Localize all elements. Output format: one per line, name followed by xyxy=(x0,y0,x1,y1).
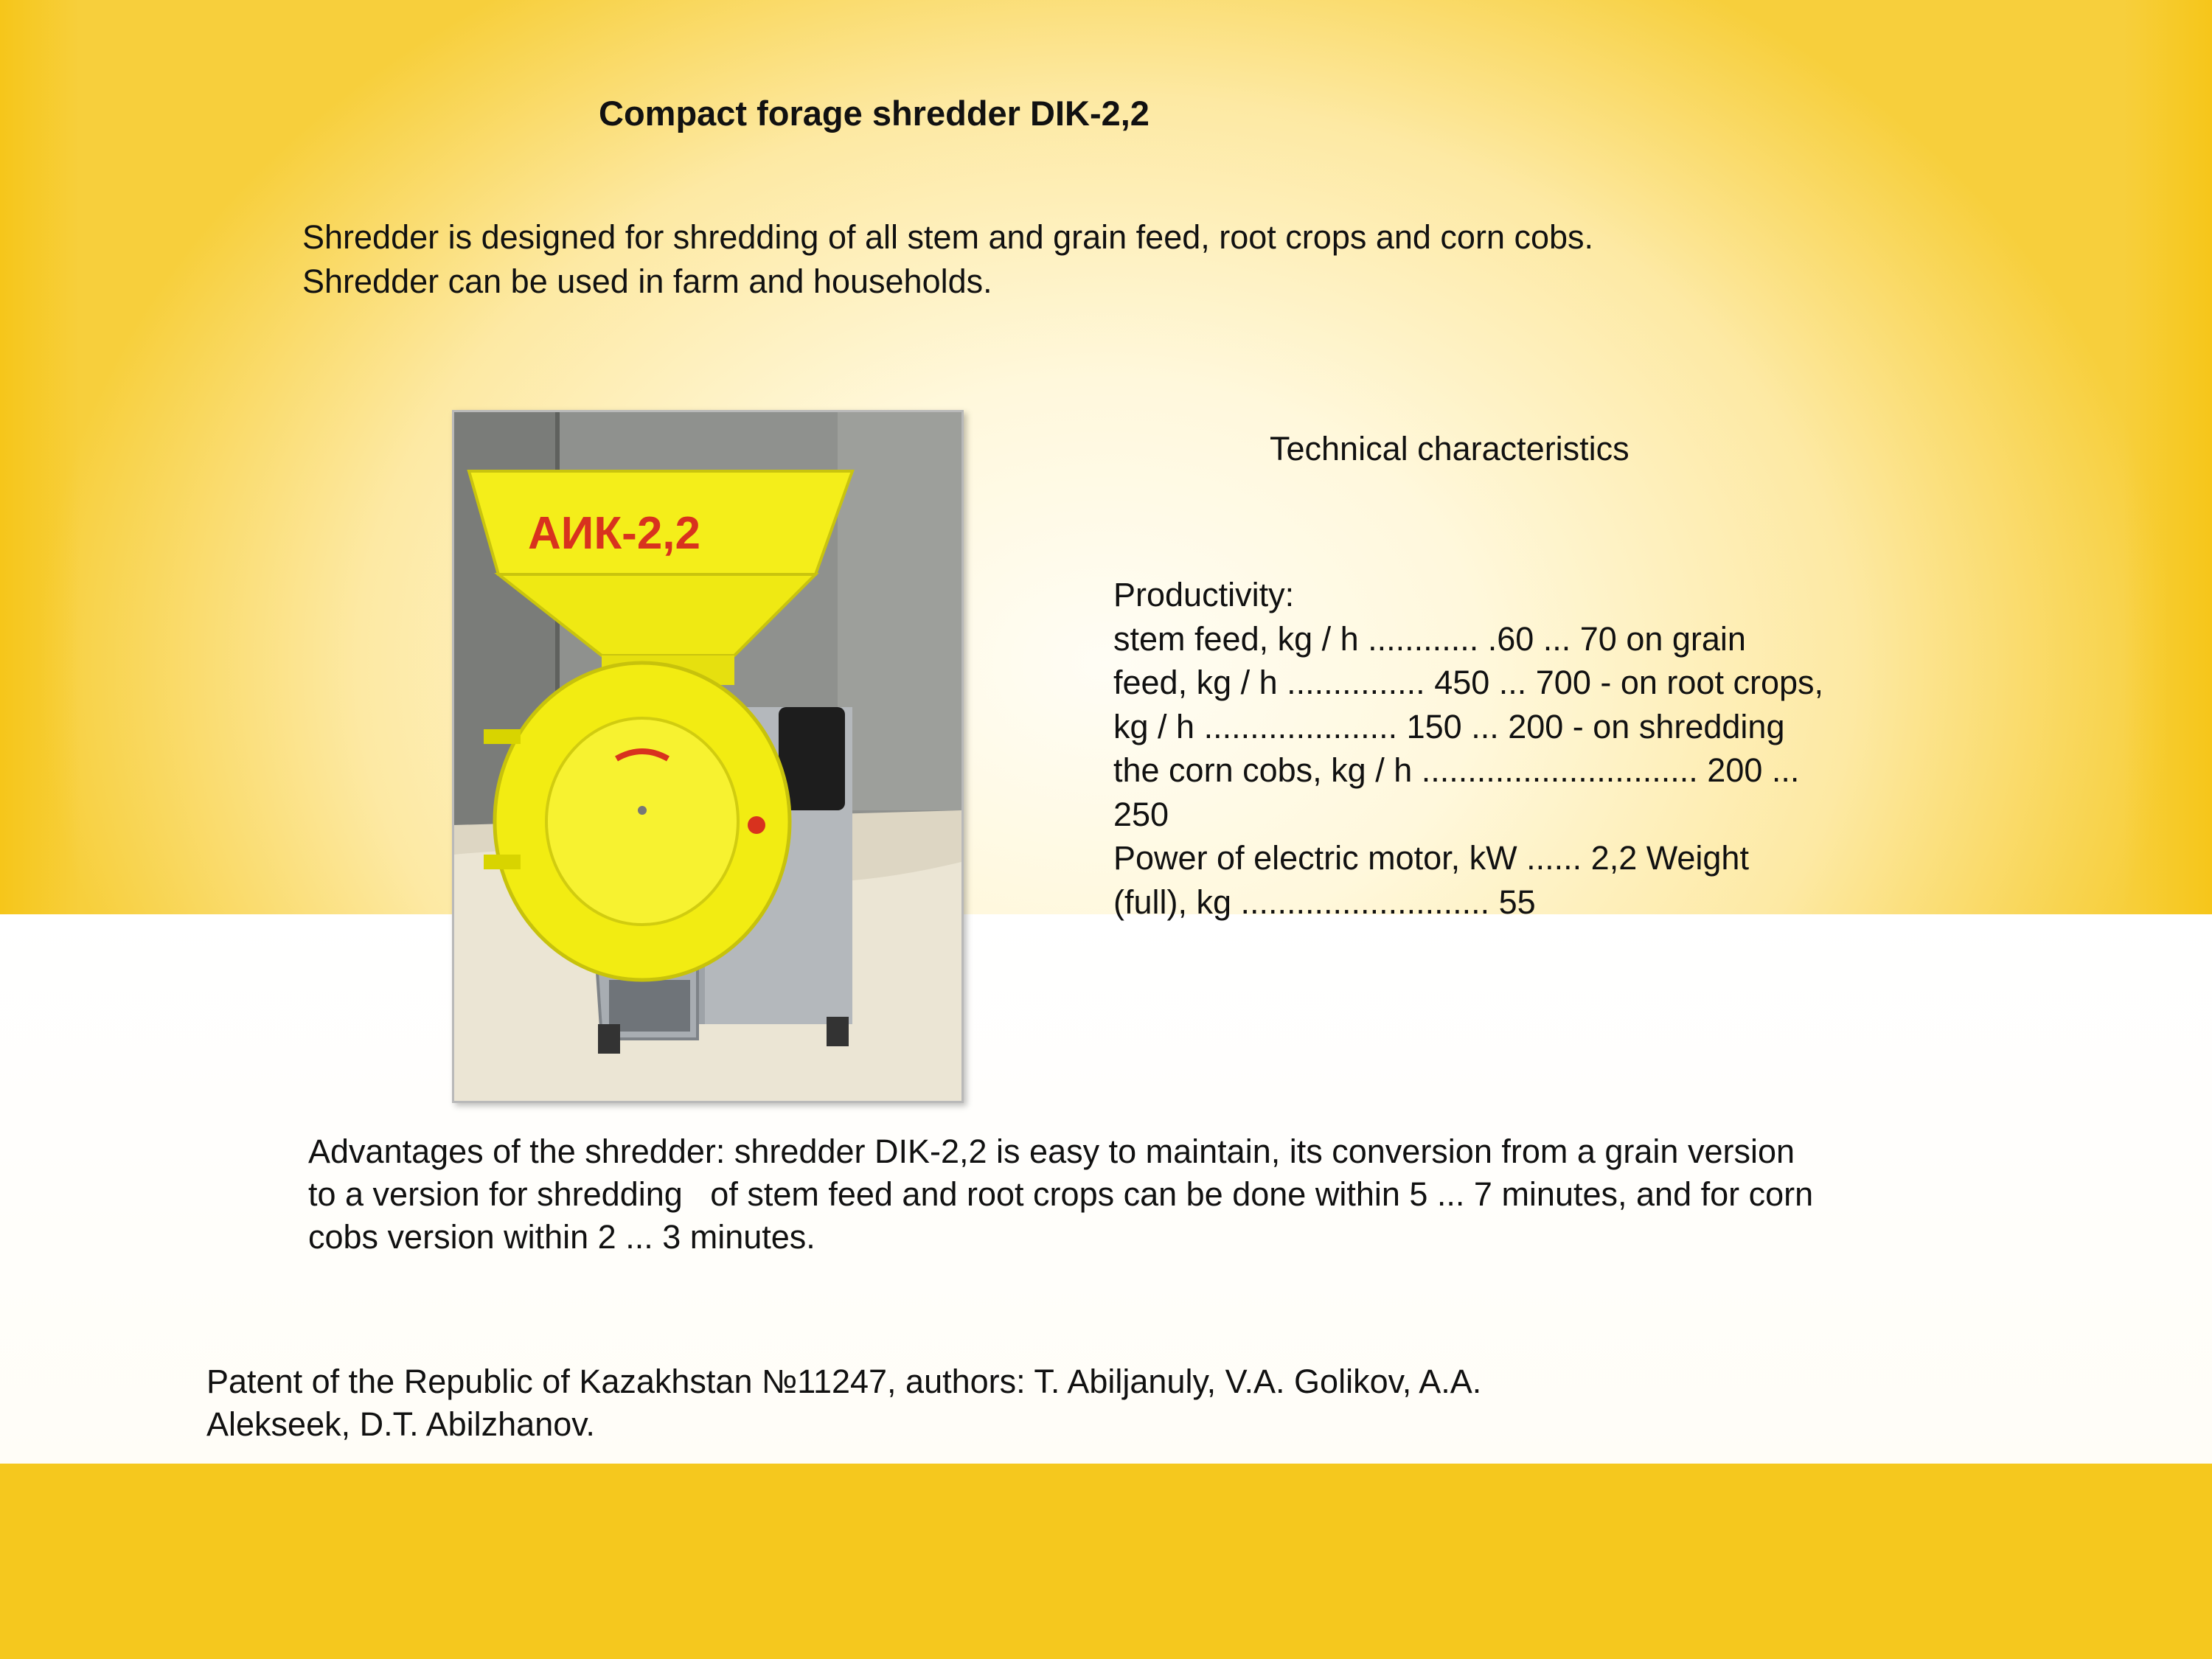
patent-line: Patent of the Republic of Kazakhstan №11247, authors: T. Abiljanuly, V.A. Golikov, A.A. xyxy=(206,1363,1482,1400)
spec-line: stem feed, kg / h ............ .60 ... 70 on grain xyxy=(1113,619,1746,658)
patent-note xyxy=(206,1360,1902,1446)
advantages-paragraph xyxy=(308,1130,2004,1259)
spec-line: Power of electric motor, kW ...... 2,2 Weight xyxy=(1113,839,1749,877)
spec-line: the corn cobs, kg / h .............................. 200 ... xyxy=(1113,751,1800,789)
background-left-edge xyxy=(0,0,81,914)
background-bottom-band xyxy=(0,1464,2212,1659)
intro-line: Shredder can be used in farm and households. xyxy=(302,262,992,300)
spec-line: kg / h ..................... 150 ... 200 - on shredding xyxy=(1113,707,1785,745)
background-right-edge xyxy=(2124,0,2212,914)
specifications-list xyxy=(1113,573,1961,924)
machine-label-text: АИК-2,2 xyxy=(528,508,701,559)
technical-characteristics-heading: Technical characteristics xyxy=(1270,430,1630,467)
product-photo xyxy=(452,410,964,1103)
spec-line: Productivity: xyxy=(1113,576,1295,613)
advantages-line: to a version for shredding of stem feed and root crops can be done within 5 ... 7 minutes, and for corn xyxy=(308,1175,1814,1213)
advantages-line: cobs version within 2 ... 3 minutes. xyxy=(308,1218,815,1256)
advantages-line: Advantages of the shredder: shredder DIK-2,2 is easy to maintain, its conversion from a grain version xyxy=(308,1133,1795,1170)
forage-shredder-photo-icon xyxy=(454,412,961,1101)
spec-line: 250 xyxy=(1113,795,1169,833)
page-title: Compact forage shredder DIK-2,2 xyxy=(599,94,1150,133)
spec-line: feed, kg / h ............... 450 ... 700 - on root crops, xyxy=(1113,664,1823,701)
intro-line: Shredder is designed for shredding of all stem and grain feed, root crops and corn cobs. xyxy=(302,218,1594,256)
spec-line: (full), kg ........................... 55 xyxy=(1113,883,1536,921)
intro-paragraph xyxy=(302,215,1998,304)
patent-line: Alekseek, D.T. Abilzhanov. xyxy=(206,1405,595,1443)
